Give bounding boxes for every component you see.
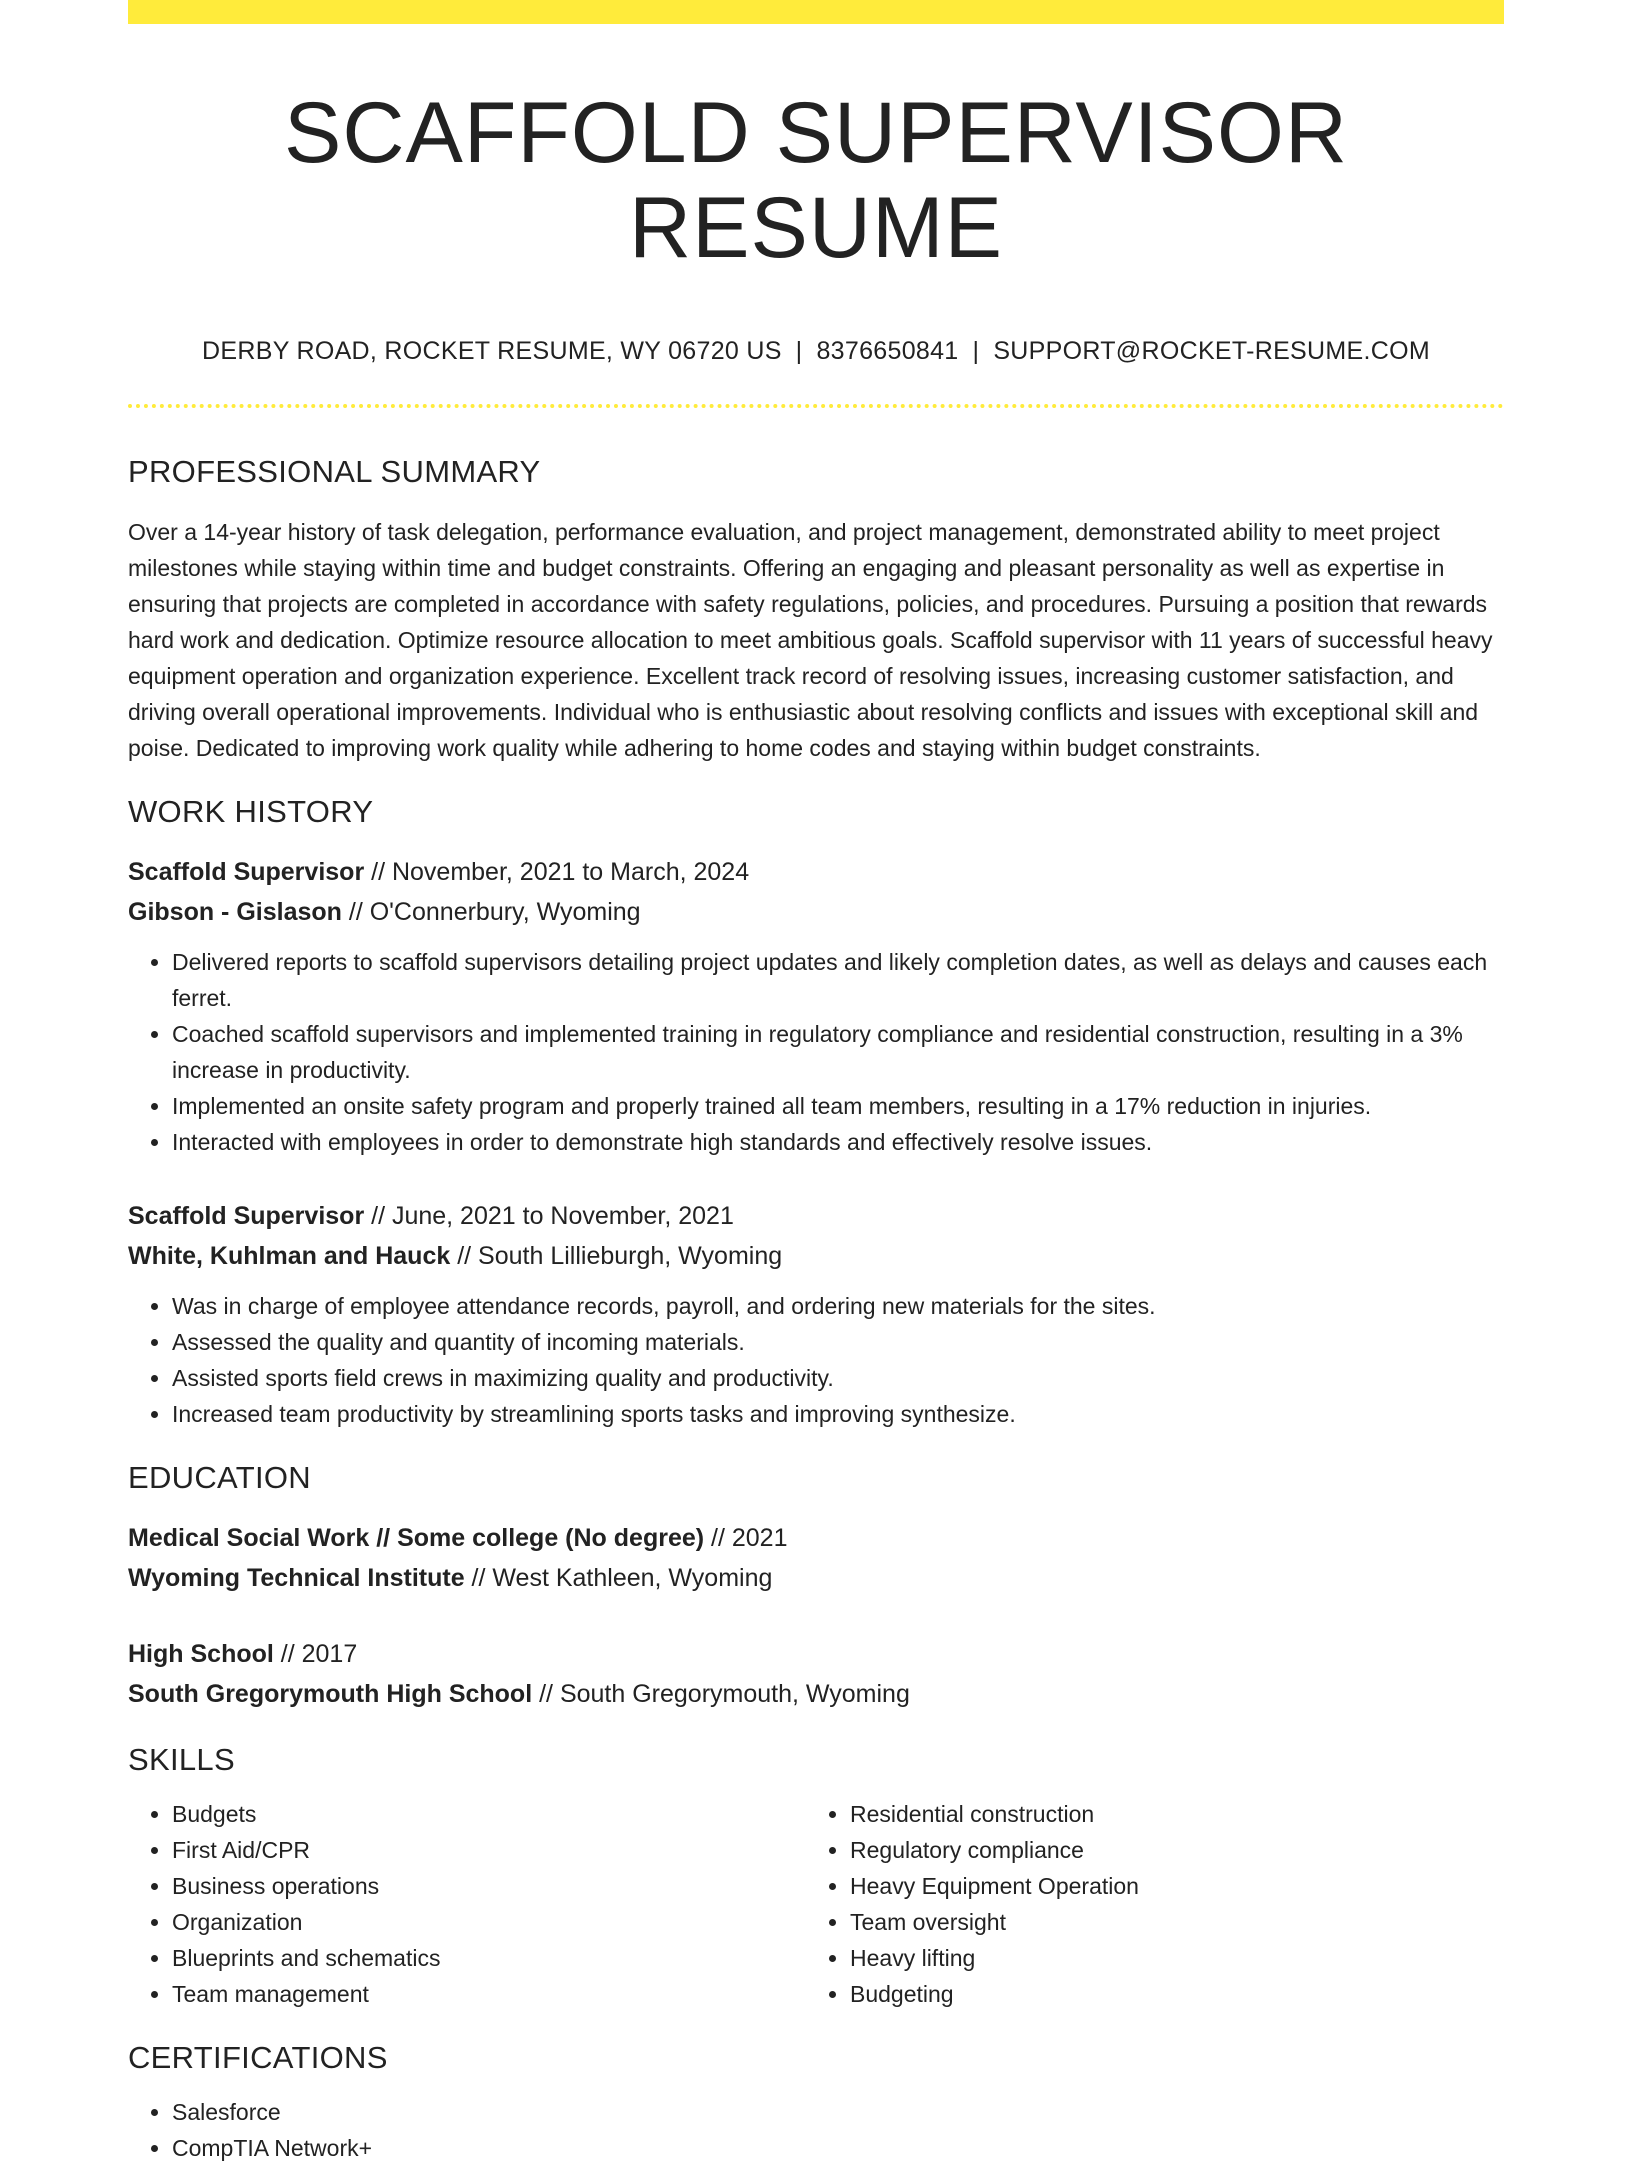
job-entry: [128, 852, 1504, 1160]
skills-columns: [128, 1796, 1504, 2012]
education-school-line: [128, 1674, 1504, 1714]
certifications-list: [128, 2094, 1504, 2166]
job-entry: [128, 1196, 1504, 1432]
work-history-heading: WORK HISTORY: [128, 794, 374, 830]
summary-text: Over a 14-year history of task delegation, performance evaluation, and project management, demonstrated ability to meet project milestones while staying within time and budget constraints. Offering an engaging and pleasant personality as well as expertise in ensuring that projects are completed in accordance with safety regulations, policies, and procedures. Pursuing a position that rewards hard work and dedication. Optimize resource allocation to meet ambitious goals. Scaffold supervisor with 11 years of successful heavy equipment operation and organization experience. Excellent track record of resolving issues, increasing customer satisfaction, and driving overall operational improvements. Individual who is enthusiastic about resolving conflicts and issues with exceptional skill and poise. Dedicated to improving work quality while adhering to home codes and staying within budget constraints.: [128, 519, 1493, 762]
job-bullets: [128, 1288, 1504, 1432]
skill-item: • Business operations: [172, 1868, 806, 1904]
job-location: // O'Connerbury, Wyoming: [341, 898, 641, 927]
job-bullet: • Interacted with employees in order to demonstrate high standards and effectively resolve issues.: [172, 1124, 1504, 1160]
summary-heading: PROFESSIONAL SUMMARY: [128, 454, 541, 490]
education-degree: High School: [128, 1640, 274, 1669]
education-entry: [128, 1634, 1504, 1714]
skill-item: • Regulatory compliance: [850, 1832, 1484, 1868]
dotted-divider: [128, 404, 1504, 408]
skill-item: • Organization: [172, 1904, 806, 1940]
certifications-heading: CERTIFICATIONS: [128, 2040, 388, 2076]
job-company: White, Kuhlman and Hauck: [128, 1242, 451, 1271]
job-title-line: [128, 1196, 1504, 1236]
contact-email[interactable]: SUPPORT@ROCKET-RESUME.COM: [993, 337, 1430, 366]
top-accent-bar: [128, 0, 1504, 24]
certification-item: • CompTIA Network+: [172, 2130, 1504, 2166]
contact-line: [128, 337, 1504, 366]
education-degree: Medical Social Work // Some college (No degree): [128, 1524, 705, 1553]
education-school-line: [128, 1558, 1504, 1598]
education-entry: [128, 1518, 1504, 1598]
job-title-line: [128, 852, 1504, 892]
education-location: // West Kathleen, Wyoming: [464, 1564, 773, 1593]
resume-page: [128, 0, 1504, 2166]
job-location: // South Lillieburgh, Wyoming: [450, 1242, 783, 1271]
skills-heading: SKILLS: [128, 1742, 235, 1778]
contact-address: DERBY ROAD, ROCKET RESUME, WY 06720 US: [202, 337, 782, 366]
skill-item: • Heavy Equipment Operation: [850, 1868, 1484, 1904]
skill-item: • Budgeting: [850, 1976, 1484, 2012]
skill-item: • Team oversight: [850, 1904, 1484, 1940]
education-heading: EDUCATION: [128, 1460, 311, 1496]
job-bullet: • Implemented an onsite safety program and properly trained all team members, resulting in a 17% reduction in injuries.: [172, 1088, 1504, 1124]
skills-right-column: [806, 1796, 1484, 2012]
education-school: Wyoming Technical Institute: [128, 1564, 465, 1593]
job-bullet: • Increased team productivity by streamlining sports tasks and improving synthesize.: [172, 1396, 1504, 1432]
job-dates: // June, 2021 to November, 2021: [364, 1202, 734, 1231]
job-title: Scaffold Supervisor: [128, 858, 365, 887]
education-year: // 2017: [273, 1640, 358, 1669]
skill-item: • Budgets: [172, 1796, 806, 1832]
job-company-line: [128, 1236, 1504, 1276]
education-year: // 2021: [704, 1524, 788, 1553]
job-bullets: [128, 944, 1504, 1160]
job-bullet: • Delivered reports to scaffold supervisors detailing project updates and likely completion dates, as well as delays and causes each ferret.: [172, 944, 1504, 1016]
job-bullet: • Was in charge of employee attendance records, payroll, and ordering new materials for the sites.: [172, 1288, 1504, 1324]
education-degree-line: [128, 1634, 1504, 1674]
skills-left-column: [128, 1796, 806, 2012]
skill-item: • Heavy lifting: [850, 1940, 1484, 1976]
education-school: South Gregorymouth High School: [128, 1680, 533, 1709]
job-bullet: • Assisted sports field crews in maximizing quality and productivity.: [172, 1360, 1504, 1396]
certification-item: • Salesforce: [172, 2094, 1504, 2130]
skill-item: • Residential construction: [850, 1796, 1484, 1832]
job-company-line: [128, 892, 1504, 932]
skill-item: • Team management: [172, 1976, 806, 2012]
skill-item: • Blueprints and schematics: [172, 1940, 806, 1976]
contact-phone[interactable]: 8376650841: [816, 337, 959, 366]
job-bullet: • Coached scaffold supervisors and implemented training in regulatory compliance and residential construction, resulting in a 3% increase in productivity.: [172, 1016, 1504, 1088]
resume-title: SCAFFOLD SUPERVISOR RESUME: [284, 85, 1348, 276]
job-company: Gibson - Gislason: [128, 898, 342, 927]
job-dates: // November, 2021 to March, 2024: [364, 858, 750, 887]
skill-item: • First Aid/CPR: [172, 1832, 806, 1868]
job-title: Scaffold Supervisor: [128, 1202, 365, 1231]
contact-separator: |: [972, 337, 980, 366]
education-location: // South Gregorymouth, Wyoming: [532, 1680, 910, 1709]
contact-separator: |: [795, 337, 803, 366]
education-degree-line: [128, 1518, 1504, 1558]
job-bullet: • Assessed the quality and quantity of incoming materials.: [172, 1324, 1504, 1360]
